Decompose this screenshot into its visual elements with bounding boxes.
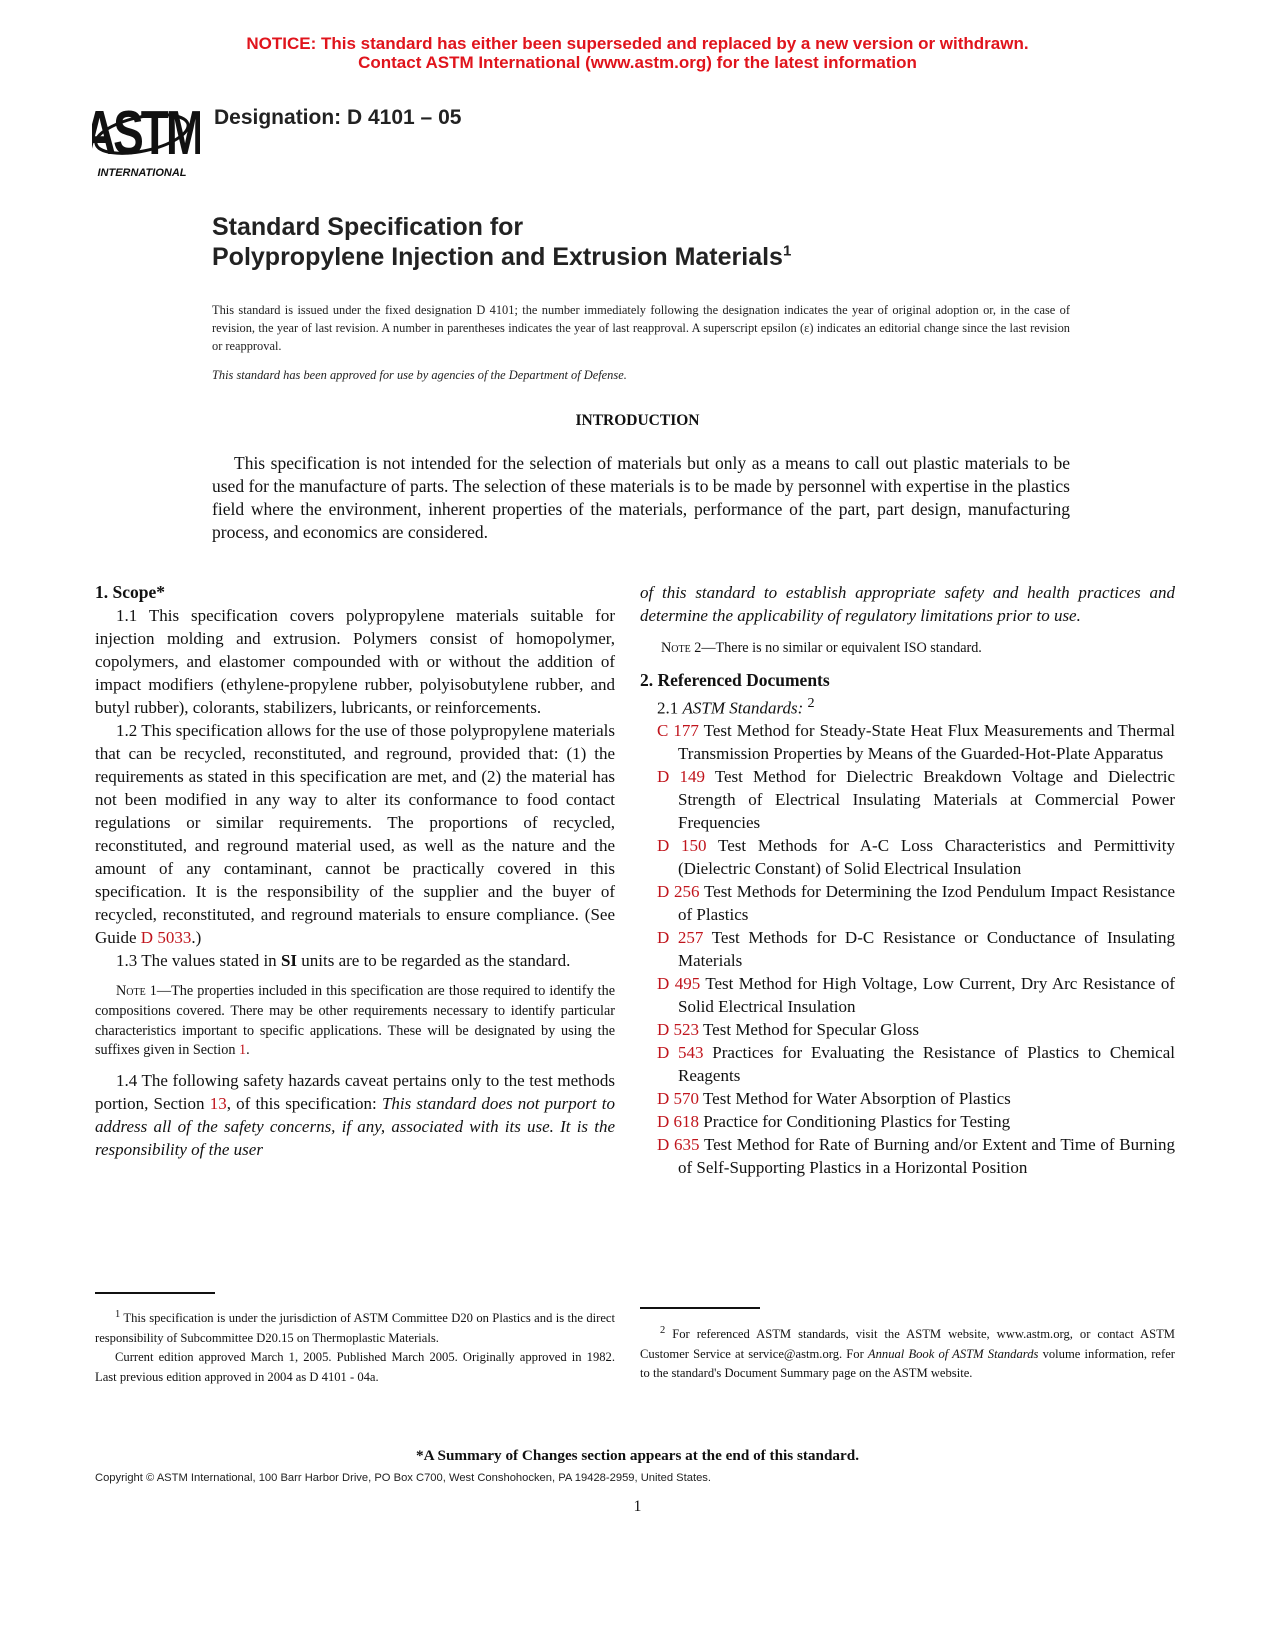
reference-title: Test Method for Steady-State Heat Flux Measurements and Thermal Transmission Properties by Means of the Guarded-Hot-Plate Apparatus	[678, 721, 1175, 764]
reference-code-link[interactable]: C 177	[657, 721, 699, 741]
reference-code-link[interactable]: D 570	[657, 1089, 700, 1109]
svg-text:INTERNATIONAL: INTERNATIONAL	[97, 167, 187, 178]
reference-title: Test Method for Water Absorption of Plastics	[702, 1089, 1011, 1109]
summary-of-changes-note: *A Summary of Changes section appears at the end of this standard.	[416, 1447, 859, 1464]
introduction-body: This specification is not intended for the selection of materials but only as a means to call out plastic materials to be used for the manufacture of parts. The selection of these materials is to be made by personnel with expertise in the plastics field where the environment, inherent properties of the materials, performance of the part, part design, manufacturing process, and economics are considered.	[212, 453, 1070, 542]
reference-code-link[interactable]: D 543	[657, 1043, 704, 1063]
note-1: Note 1—The properties included in this specification are those required to identify the compositions covered. There may be other requirements necessary to identify particular characteristics important to specific applications. These will be designated by using the suffixes given in Section 1.	[95, 983, 615, 1059]
section-2-heading: 2. Referenced Documents	[640, 669, 830, 690]
notice-line-2: Contact ASTM International (www.astm.org) for the latest information	[358, 53, 917, 72]
reference-title: Test Method for Dielectric Breakdown Voltage and Dielectric Strength of Electrical Insulating Materials at Commercial Power Frequencies	[678, 767, 1175, 833]
reference-code-link[interactable]: D 257	[657, 928, 704, 948]
link-section-13[interactable]: 13	[209, 1094, 227, 1114]
footnote-2-ref[interactable]: 2	[807, 694, 815, 711]
astm-standards-subheading: 2.1 ASTM Standards: $^2$	[657, 694, 815, 718]
left-column	[95, 581, 615, 1161]
reference-code-link[interactable]: D 495	[657, 974, 701, 994]
link-section-1[interactable]: 1	[238, 1042, 247, 1059]
designation-preamble: This standard is issued under the fixed designation D 4101; the number immediately following the designation indicates the year of original adoption or, in the case of revision, the year of last revision. A number in parentheses indicates the year of last reapproval. A superscript epsilon (ε) indicates an editorial change since the last revision or reapproval.	[212, 303, 1070, 353]
designation: Designation: D 4101 – 05	[214, 106, 462, 129]
reference-code-link[interactable]: D 523	[657, 1020, 700, 1040]
copyright-line: Copyright © ASTM International, 100 Barr Harbor Drive, PO Box C700, West Conshohocken, PA 19428-2959, United States.	[95, 1472, 711, 1484]
paragraph-1-3: 1.3 The values stated in SI units are to be regarded as the standard.	[116, 951, 571, 970]
reference-code-link[interactable]: D 149	[657, 767, 705, 787]
title-footnote-ref[interactable]: 1	[782, 242, 792, 260]
footnote-divider-left	[95, 1292, 215, 1294]
right-column	[640, 581, 1175, 1179]
document-title	[212, 212, 791, 272]
footnote-divider-right	[640, 1307, 760, 1309]
dod-approval-note: This standard has been approved for use by agencies of the Department of Defense.	[212, 368, 627, 382]
link-d5033[interactable]: D 5033	[140, 928, 192, 947]
reference-title: Test Method for Rate of Burning and/or Extent and Time of Burning of Self-Supporting Plastics in a Horizontal Position	[678, 1135, 1175, 1178]
paragraph-1-1: 1.1 This specification covers polypropylene materials suitable for injection molding and extrusion. Polymers consist of homopolymer, copolymers, and elastomer compounded with or without the addition of impact modifiers (ethylene-propylene rubber, polyisobutylene rubber, and butyl rubber), colorants, stabilizers, lubricants, or reinforcements.	[95, 606, 615, 717]
reference-title: Test Methods for Determining the Izod Pendulum Impact Resistance of Plastics	[678, 882, 1175, 925]
reference-title: Test Methods for A-C Loss Characteristics and Permittivity (Dielectric Constant) of Solid Electrical Insulation	[678, 836, 1176, 879]
footnote-1: $^1$ This specification is under the jurisdiction of ASTM Committee D20 on Plastics and is the direct responsibility of Subcommittee D20.15 on Thermoplastic Materials. Current edition approved March 1, 2005. Published March 2005. Originally approved in 1982. Last previous edition approved in 2004 as D 4101 - 04a.	[95, 1305, 615, 1387]
reference-code-link[interactable]: D 635	[657, 1135, 700, 1155]
title-line-2: Polypropylene Injection and Extrusion Materials$^1$	[212, 242, 792, 271]
reference-item	[640, 834, 1175, 880]
paragraph-1-4-continued: of this standard to establish appropriate safety and health practices and determine the applicability of regulatory limitations prior to use.	[640, 583, 1175, 625]
reference-title: Practice for Conditioning Plastics for Testing	[703, 1112, 1011, 1132]
referenced-standards-list	[640, 719, 1175, 1179]
reference-item	[640, 719, 1175, 765]
title-line-1: Standard Specification for	[212, 213, 524, 241]
footnote-2: $^2$ For referenced ASTM standards, visit the ASTM website, www.astm.org, or contact ASTM Customer Service at service@astm.org. For Annual Book of ASTM Standards volume information, refer to the standard's Document Summary page on the ASTM website.	[640, 1325, 1175, 1381]
astm-international-logo	[92, 92, 200, 178]
reference-title: Practices for Evaluating the Resistance of Plastics to Chemical Reagents	[678, 1043, 1175, 1086]
reference-item	[640, 1133, 1175, 1179]
reference-item	[640, 926, 1175, 972]
reference-code-link[interactable]: D 256	[657, 882, 700, 902]
reference-item	[640, 1018, 1175, 1041]
reference-item	[640, 880, 1175, 926]
reference-title: Test Method for High Voltage, Low Current, Dry Arc Resistance of Solid Electrical Insulation	[678, 974, 1175, 1017]
introduction-heading: INTRODUCTION	[575, 412, 700, 429]
footnote-1-edition: Current edition approved March 1, 2005. Published March 2005. Originally approved in 1982. Last previous edition approved in 2004 as D 4101 - 04a.	[95, 1350, 615, 1384]
reference-title: Test Method for Specular Gloss	[702, 1020, 919, 1040]
reference-item	[640, 1087, 1175, 1110]
reference-item	[640, 972, 1175, 1018]
reference-title: Test Methods for D-C Resistance or Conductance of Insulating Materials	[678, 928, 1176, 971]
reference-code-link[interactable]: D 618	[657, 1112, 700, 1132]
reference-item	[640, 1110, 1175, 1133]
paragraph-1-2: 1.2 This specification allows for the use of those polypropylene materials that can be recycled, reconstituted, and reground, provided that: (1) the requirements as stated in this specification are met, and (2) the material has not been modified in any way to alter its conformance to food contact regulations or similar requirements. The proportions of recycled, reconstituted, and reground material used, as well as the nature and the amount of any contaminant, cannot be practically covered in this specification. It is the responsibility of the supplier and the buyer of recycled, reconstituted, and reground materials to ensure compliance. (See Guide D 5033.)	[95, 721, 615, 947]
paragraph-1-4: 1.4 The following safety hazards caveat pertains only to the test methods portion, Section 13, of this specification: This standard does not purport to address all of the safety concerns, if any, associated with its use. It is the responsibility of the user	[95, 1071, 615, 1160]
reference-item	[640, 1041, 1175, 1087]
section-1-heading: 1. Scope*	[95, 582, 165, 602]
page-number: 1	[633, 1498, 642, 1515]
astm-logo-icon	[92, 92, 200, 178]
reference-item	[640, 765, 1175, 834]
reference-code-link[interactable]: D 150	[657, 836, 707, 856]
svg-text:ASTM: ASTM	[92, 98, 200, 168]
notice-line-1: NOTICE: This standard has either been superseded and replaced by a new version or withdrawn.	[246, 34, 1029, 53]
superseded-notice	[0, 34, 1275, 72]
note-2: Note 2—There is no similar or equivalent ISO standard.	[661, 640, 982, 656]
